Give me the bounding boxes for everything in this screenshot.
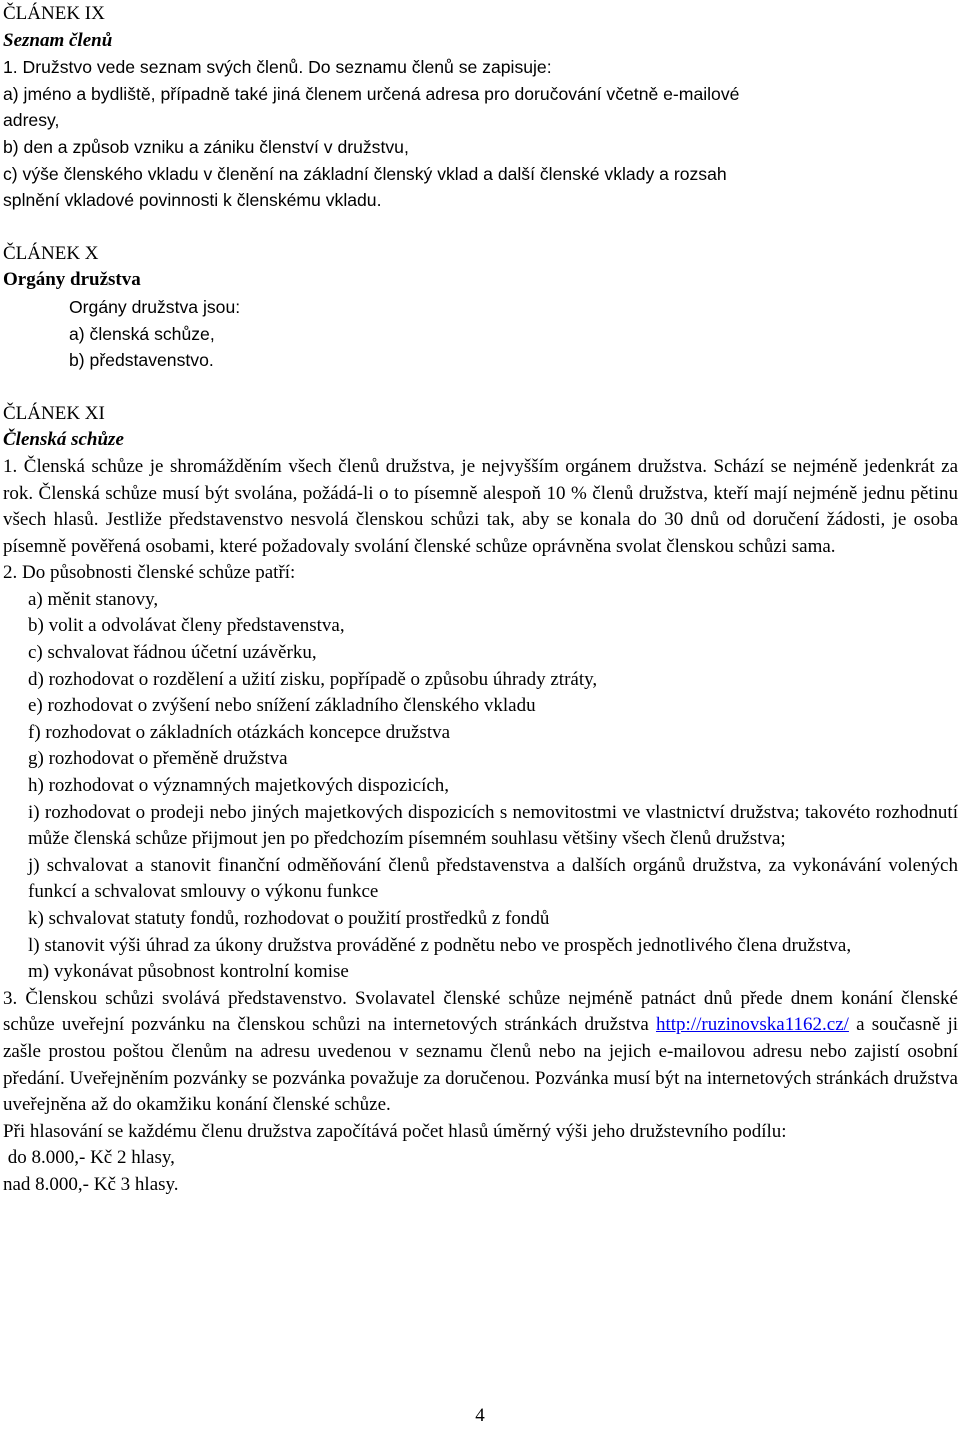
article-10-heading: ČLÁNEK X bbox=[3, 242, 99, 264]
article-9-line: adresy, bbox=[3, 110, 60, 131]
article-9 bbox=[3, 1, 958, 214]
list-item: l) stanovit výši úhrad za úkony družstva prováděné z podnětu nebo ve prospěch jednotlivého člena družstva, bbox=[28, 934, 852, 956]
list-item: d) rozhodovat o rozdělení a užití zisku, popřípadě o způsobu úhrady ztráty, bbox=[28, 668, 598, 690]
article-11-heading: ČLÁNEK XI bbox=[3, 402, 105, 424]
article-9-heading: ČLÁNEK IX bbox=[3, 3, 105, 24]
article-10-title: Orgány družstva bbox=[3, 269, 141, 291]
article-9-line: splnění vkladové povinnosti k členskému vkladu. bbox=[3, 190, 382, 211]
article-10-line: Orgány družstva jsou: bbox=[69, 296, 241, 317]
article-9-line: b) den a způsob vzniku a zániku členství v družstvu, bbox=[3, 136, 409, 157]
article-9-line: a) jméno a bydliště, případně také jiná členem určená adresa pro doručování včetně e-mailové bbox=[3, 83, 740, 104]
spacer bbox=[3, 374, 958, 401]
article-11-paragraph-3 bbox=[3, 986, 958, 1119]
article-10-line: b) představenstvo. bbox=[69, 350, 214, 371]
list-item: a) měnit stanovy, bbox=[28, 588, 159, 610]
article-9-line: 1. Družstvo vede seznam svých členů. Do seznamu členů se zapisuje: bbox=[3, 57, 552, 78]
paragraph-3-text-after-link: a současně ji zašle prostou poštou členům na adresu uvedenou v seznamu členů nebo na jejich e-mailovou adresu nebo zajistí osobní předání. Uveřejněním pozvánky se pozvánka považuje za doručenou. Pozvánka musí být na internetových stránkách družstva uveřejněna až do okamžiku konání členské schůze. bbox=[3, 1014, 958, 1116]
cooperative-website-link[interactable]: http://ruzinovska1162.cz/ bbox=[655, 1014, 849, 1036]
vote-rule: do 8.000,- Kč 2 hlasy, bbox=[3, 1147, 175, 1169]
list-item: g) rozhodovat o přeměně družstva bbox=[28, 748, 288, 770]
article-9-title: Seznam členů bbox=[3, 29, 113, 51]
list-item: c) schvalovat řádnou účetní uzávěrku, bbox=[28, 642, 317, 664]
list-item: b) volit a odvolávat členy představenstva, bbox=[28, 615, 345, 637]
list-item: j) schvalovat a stanovit finanční odměňování členů představenstva a dalších orgánů družstva, za vykonávání volených funkcí a schvalovat smlouvy o výkonu funkce bbox=[28, 854, 958, 903]
competence-list bbox=[3, 587, 958, 986]
page-number: 4 bbox=[475, 1405, 485, 1426]
vote-rule: nad 8.000,- Kč 3 hlasy. bbox=[3, 1173, 179, 1195]
list-item: f) rozhodovat o základních otázkách koncepce družstva bbox=[28, 721, 451, 743]
list-item: m) vykonávat působnost kontrolní komise bbox=[28, 961, 349, 983]
article-11-title: Členská schůze bbox=[3, 429, 124, 451]
article-11-paragraph-1: 1. Členská schůze je shromážděním všech členů družstva, je nejvyšším orgánem družstva. Schází se nejméně jedenkrát za rok. Členská schůze musí být svolána, požádá-li o to písemně alespoň 10 % členů družstva, kteří mají nejméně jednu pětinu všech hlasů. Jestliže představenstvo nesvolá členskou schůzi tak, aby se konala do 30 dnů od doručení žádosti, je osoba písemně pověřená osobami, které požadovaly svolání členské schůze oprávněna svolat členskou schůzi sama. bbox=[3, 455, 958, 557]
document-page bbox=[3, 1, 958, 1199]
list-item: e) rozhodovat o zvýšení nebo snížení základního členského vkladu bbox=[28, 695, 536, 717]
list-item: i) rozhodovat o prodeji nebo jiných majetkových dispozicích s nemovitostmi ve vlastnictví družstva; takovéto rozhodnutí může členská schůze přijmout jen po předchozím písemném souhlasu většiny všech členů družstva; bbox=[28, 801, 958, 850]
list-item: h) rozhodovat o významných majetkových dispozicích, bbox=[28, 775, 450, 797]
spacer bbox=[3, 214, 958, 241]
article-10 bbox=[3, 241, 958, 374]
article-11-paragraph-2-intro: 2. Do působnosti členské schůze patří: bbox=[3, 562, 296, 584]
article-11-paragraph-4: Při hlasování se každému členu družstva započítává počet hlasů úměrný výši jeho družstevního podílu: bbox=[3, 1120, 787, 1142]
article-9-line: c) výše členského vkladu v členění na základní členský vklad a další členské vklady a rozsah bbox=[3, 163, 727, 184]
paragraph-3-text-before-link: 3. Členskou schůzi svolává představenstvo. Svolavatel členské schůze nejméně patnáct dnů přede dnem konání členské schůze uveřejní pozvánku na členskou schůzi na internetových stránkách družstva bbox=[3, 987, 958, 1036]
article-10-line: a) členská schůze, bbox=[69, 323, 215, 344]
article-11 bbox=[3, 401, 958, 1199]
list-item: k) schvalovat statuty fondů, rozhodovat o použití prostředků z fondů bbox=[28, 908, 550, 929]
